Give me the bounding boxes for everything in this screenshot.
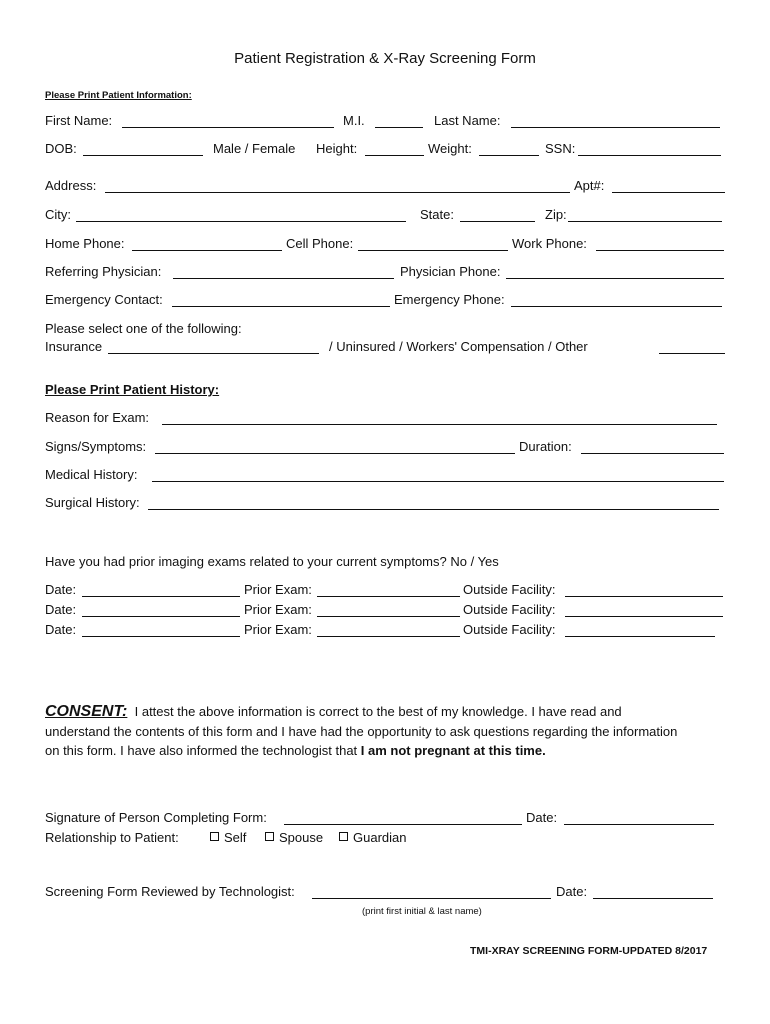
sex-option[interactable]: Male / Female [213, 141, 296, 156]
signs-label: Signs/Symptoms: [45, 439, 147, 454]
prior-date-field[interactable] [82, 603, 240, 617]
weight-label: Weight: [428, 141, 472, 156]
signature-date-label: Date: [526, 810, 558, 825]
checkbox-icon [265, 832, 274, 841]
mi-label: M.I. [343, 113, 365, 128]
outside-facility-label: Outside Facility: [463, 622, 556, 637]
apt-label: Apt#: [574, 178, 605, 193]
prior-date-field[interactable] [82, 623, 240, 637]
insurance-option[interactable]: Insurance [45, 339, 103, 354]
prior-exam-field[interactable] [317, 623, 460, 637]
review-date-label: Date: [556, 884, 588, 899]
zip-field[interactable] [568, 208, 722, 222]
consent-paragraph [45, 702, 685, 761]
outside-facility-field[interactable] [565, 603, 723, 617]
consent-pregnancy-statement: I am not pregnant at this time. [360, 743, 546, 758]
physician-phone-field[interactable] [506, 265, 724, 279]
work-phone-label: Work Phone: [512, 236, 587, 251]
outside-facility-label: Outside Facility: [463, 602, 556, 617]
apt-field[interactable] [612, 179, 725, 193]
ssn-field[interactable] [578, 142, 721, 156]
technologist-field[interactable] [312, 885, 551, 899]
consent-heading: CONSENT: [45, 703, 128, 720]
first-name-label: First Name: [45, 113, 113, 128]
prior-exam-field[interactable] [317, 583, 460, 597]
address-label: Address: [45, 178, 97, 193]
outside-facility-field[interactable] [565, 623, 715, 637]
ssn-label: SSN: [545, 141, 576, 156]
home-phone-field[interactable] [132, 237, 282, 251]
section-heading-history: Please Print Patient History: [45, 382, 220, 397]
prior-date-label: Date: [45, 602, 77, 617]
state-field[interactable] [460, 208, 535, 222]
section-heading-patient-info: Please Print Patient Information: [45, 90, 192, 101]
surgical-history-field[interactable] [148, 496, 719, 510]
other-field[interactable] [659, 340, 725, 354]
medical-history-field[interactable] [152, 468, 724, 482]
weight-field[interactable] [479, 142, 539, 156]
print-name-note: (print first initial & last name) [362, 906, 482, 917]
duration-field[interactable] [581, 440, 724, 454]
page-title: Patient Registration & X-Ray Screening Form [234, 50, 536, 67]
consent-text: I attest the above information is correct to the best of my knowledge. I have read and understand the contents of this form and I have had the opportunity to ask questions regarding the information on this form. I have also informed the technologist that [45, 704, 678, 758]
outside-facility-field[interactable] [565, 583, 723, 597]
reviewed-by-label: Screening Form Reviewed by Technologist: [45, 884, 295, 899]
prior-exam-label: Prior Exam: [244, 582, 312, 597]
cell-phone-label: Cell Phone: [286, 236, 354, 251]
emergency-phone-label: Emergency Phone: [394, 292, 505, 307]
coverage-options[interactable]: / Uninsured / Workers' Compensation / Other [329, 339, 588, 354]
prior-exam-label: Prior Exam: [244, 602, 312, 617]
first-name-field[interactable] [122, 114, 334, 128]
referring-physician-field[interactable] [173, 265, 394, 279]
zip-label: Zip: [545, 207, 567, 222]
reason-field[interactable] [162, 411, 717, 425]
emergency-phone-field[interactable] [511, 293, 722, 307]
last-name-label: Last Name: [434, 113, 501, 128]
work-phone-field[interactable] [596, 237, 724, 251]
state-label: State: [420, 207, 454, 222]
surgical-history-label: Surgical History: [45, 495, 140, 510]
dob-label: DOB: [45, 141, 77, 156]
relationship-label: Relationship to Patient: [45, 830, 179, 845]
emergency-contact-field[interactable] [172, 293, 390, 307]
city-field[interactable] [76, 208, 406, 222]
duration-label: Duration: [519, 439, 572, 454]
prior-exam-field[interactable] [317, 603, 460, 617]
outside-facility-label: Outside Facility: [463, 582, 556, 597]
last-name-field[interactable] [511, 114, 720, 128]
prior-exam-label: Prior Exam: [244, 622, 312, 637]
emergency-contact-label: Emergency Contact: [45, 292, 163, 307]
relationship-guardian-checkbox[interactable]: Guardian [339, 830, 406, 846]
medical-history-label: Medical History: [45, 467, 138, 482]
signature-label: Signature of Person Completing Form: [45, 810, 267, 825]
height-field[interactable] [365, 142, 424, 156]
review-date-field[interactable] [593, 885, 713, 899]
reason-label: Reason for Exam: [45, 410, 150, 425]
referring-physician-label: Referring Physician: [45, 264, 162, 279]
prior-date-label: Date: [45, 622, 77, 637]
cell-phone-field[interactable] [358, 237, 508, 251]
select-one-prompt: Please select one of the following: [45, 321, 242, 336]
signature-date-field[interactable] [564, 811, 714, 825]
height-label: Height: [316, 141, 358, 156]
address-field[interactable] [105, 179, 570, 193]
checkbox-icon [339, 832, 348, 841]
signature-field[interactable] [284, 811, 522, 825]
checkbox-icon [210, 832, 219, 841]
mi-field[interactable] [375, 114, 423, 128]
insurance-field[interactable] [108, 340, 319, 354]
signs-field[interactable] [155, 440, 515, 454]
prior-date-field[interactable] [82, 583, 240, 597]
dob-field[interactable] [83, 142, 203, 156]
home-phone-label: Home Phone: [45, 236, 125, 251]
relationship-self-checkbox[interactable]: Self [210, 830, 246, 846]
prior-imaging-question[interactable]: Have you had prior imaging exams related to your current symptoms? No / Yes [45, 554, 499, 569]
prior-date-label: Date: [45, 582, 77, 597]
relationship-spouse-checkbox[interactable]: Spouse [265, 830, 323, 846]
form-footer: TMI-XRAY SCREENING FORM-UPDATED 8/2017 [470, 945, 708, 957]
city-label: City: [45, 207, 71, 222]
physician-phone-label: Physician Phone: [400, 264, 501, 279]
